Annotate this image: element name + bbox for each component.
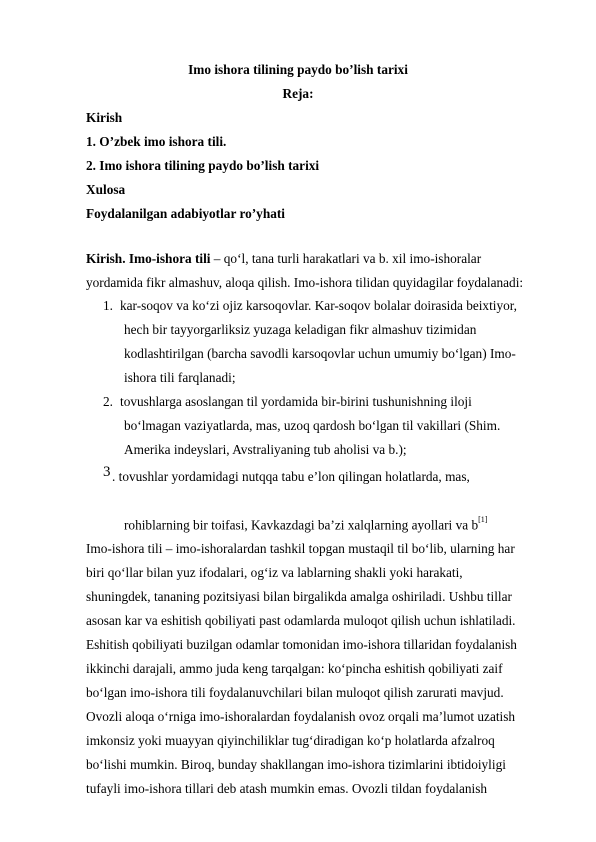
body-line: Imo-ishora tili – imo-ishoralardan tashkil topgan mustaqil til bo‘lib, ularning har	[86, 541, 515, 556]
intro-lead-rest: – qo‘l, tana turli harakatlari va b. xil imo-ishoralar	[210, 251, 482, 266]
list-line: ishora tili farqlanadi;	[124, 370, 236, 385]
list-line-text: rohiblarning bir toifasi, Kavkazdagi ba’zi xalqlarning ayollari va b	[124, 517, 479, 533]
body-line: ikkinchi darajali, ammo juda keng tarqalgan: ko‘pincha eshitish qobiliyati zaif	[86, 661, 503, 676]
body-line: bo‘lishi mumkin. Biroq, bunday shakllangan imo-ishora tizimlarini ibtidoiyligi	[86, 757, 506, 772]
list-number: 1.	[103, 298, 113, 313]
list-line: kar-soqov va ko‘zi ojiz karsoqovlar. Kar-soqov bolalar doirasida beixtiyor,	[120, 298, 517, 313]
body-line: shuningdek, tananing pozitsiyasi bilan birgalikda amalga oshiriladi. Ushbu tillar	[86, 589, 512, 604]
plan-item: Xulosa	[86, 182, 126, 197]
intro-line: yordamida fikr almashuv, aloqa qilish. Imo-ishora tilidan quyidagilar foydalanadi:	[86, 275, 524, 290]
list-line: Amerika indeyslari, Avstraliyaning tub aholisi va b.);	[124, 442, 407, 457]
plan-item: 1. O’zbek imo ishora tili.	[86, 134, 227, 149]
plan-item: Kirish	[86, 110, 123, 125]
plan-item: 2. Imo ishora tilining paydo bo’lish tarixi	[86, 158, 320, 173]
document-title: Imo ishora tilining paydo bo’lish tarixi	[188, 62, 408, 77]
plan-heading: Reja:	[282, 86, 314, 101]
list-line	[124, 514, 487, 533]
list-line: hech bir tayyorgarliksiz yuzaga keladigan fikr almashuv tizimidan	[124, 322, 477, 337]
list-line: tovushlarga asoslangan til yordamida bir-birini tushunishning iloji	[120, 394, 472, 409]
body-line: bo‘lgan imo-ishora tili foydalanuvchilari bilan muloqot qilish zarurati mavjud.	[86, 685, 504, 700]
body-line: Eshitish qobiliyati buzilgan odamlar tomonidan imo-ishora tillaridan foydalanish	[86, 637, 517, 652]
list-line: bo‘lmagan vaziyatlarda, mas, uzoq qardosh bo‘lgan til vakillari (Shim.	[124, 418, 501, 433]
footnote-ref[interactable]: [1]	[478, 515, 488, 524]
list-number: 2.	[103, 394, 113, 409]
body-line: asosan kar va eshitish qobiliyati past odamlarda muloqot qilish uchun ishlatiladi.	[86, 613, 516, 628]
body-line: Ovozli aloqa o‘rniga imo-ishoralardan foydalanish ovoz orqali ma’lumot uzatish	[86, 709, 516, 724]
list-line: kodlashtirilgan (barcha savodli karsoqovlar uchun umumiy bo‘lgan) Imo-	[124, 346, 516, 361]
list-line: . tovushlar yordamidagi nutqqa tabu e’lon qilingan holatlarda, mas,	[112, 469, 470, 484]
body-line: tufayli imo-ishora tillari deb atash mumkin emas. Ovozli tildan foydalanish	[86, 781, 488, 796]
intro-paragraph	[86, 251, 481, 267]
intro-lead: Kirish. Imo-ishora tili	[86, 251, 211, 266]
body-line: imkonsiz yoki muayyan qiyinchiliklar tug‘diradigan ko‘p holatlarda afzalroq	[86, 733, 495, 748]
body-line: biri qo‘llar bilan yuz ifodalari, og‘iz va lablarning shakli yoki harakati,	[86, 565, 463, 580]
plan-item: Foydalanilgan adabiyotlar ro’yhati	[86, 206, 285, 221]
list-number: 3	[103, 464, 111, 480]
